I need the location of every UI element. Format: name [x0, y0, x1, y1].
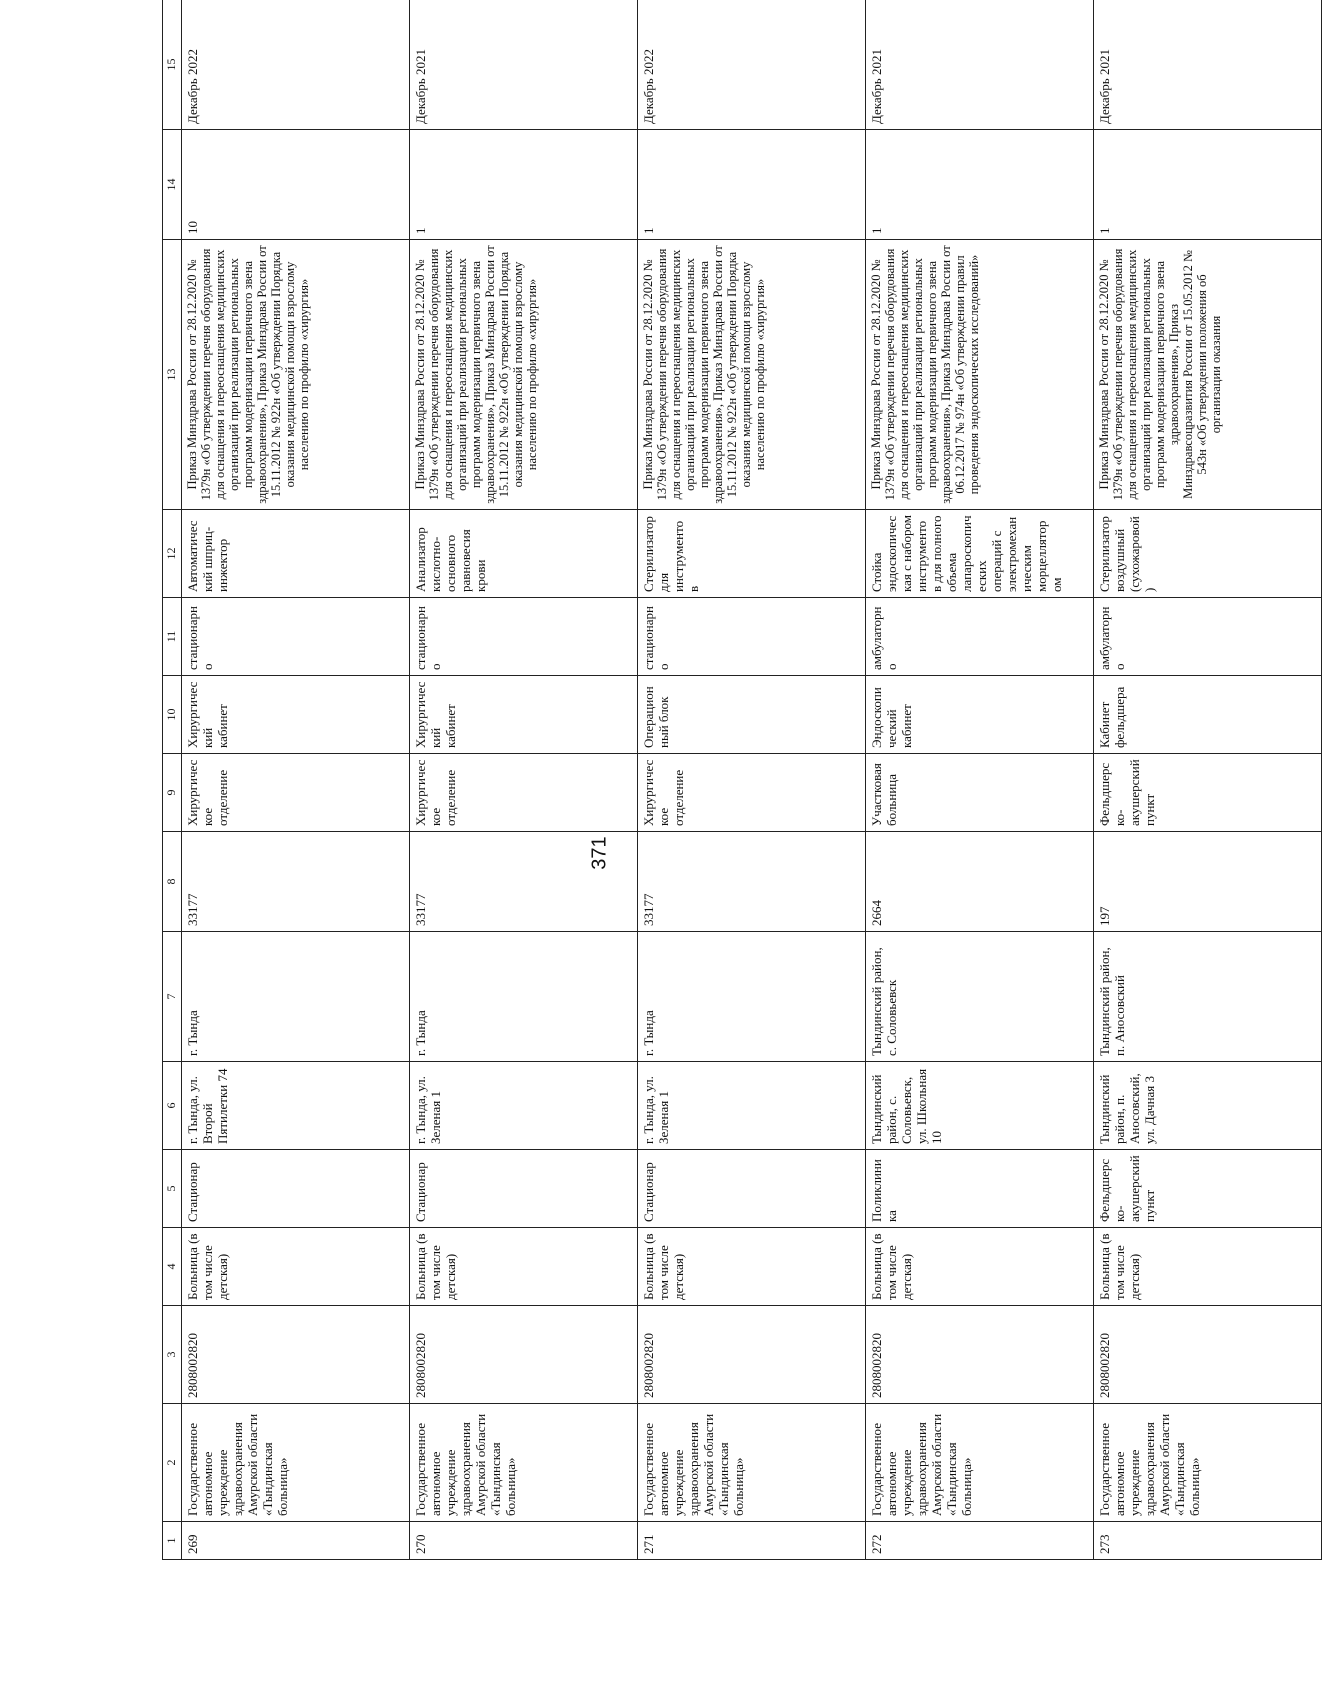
- column-number-row: [163, 0, 182, 1560]
- column-number-header: 1: [163, 1522, 182, 1560]
- column-number-header: 10: [163, 676, 182, 754]
- table-cell-col-1: 272: [866, 1522, 1094, 1560]
- table-cell-col-14: 1: [410, 130, 638, 240]
- column-number-header: 4: [163, 1228, 182, 1306]
- table-cell-col-8: 33177: [182, 832, 410, 932]
- page-number: 371: [588, 836, 611, 870]
- table-row: [410, 0, 638, 1560]
- table-cell-col-8: 197: [1094, 832, 1322, 932]
- table-cell-col-5: Стационар: [638, 1150, 866, 1228]
- column-number-header: 12: [163, 510, 182, 598]
- table-cell-col-8: 2664: [866, 832, 1094, 932]
- column-number-header: 5: [163, 1150, 182, 1228]
- table-cell-col-12: Анализатор кислотно-основного равновесия крови: [410, 510, 638, 598]
- table-cell-col-9: Хирургическое отделение: [410, 754, 638, 832]
- table-cell-col-3: 2808002820: [1094, 1306, 1322, 1404]
- table-cell-col-10: Эндоскопический кабинет: [866, 676, 1094, 754]
- table-cell-col-6: Тындинский район, с. Соловьевск, ул. Школьная 10: [866, 1062, 1094, 1150]
- table-cell-col-14: 10: [182, 130, 410, 240]
- table-cell-col-4: Больница (в том числе детская): [866, 1228, 1094, 1306]
- table-cell-col-4: Больница (в том числе детская): [410, 1228, 638, 1306]
- table-row: [1094, 0, 1322, 1560]
- table-cell-col-10: Хирургический кабинет: [182, 676, 410, 754]
- table-cell-col-3: 2808002820: [410, 1306, 638, 1404]
- table-cell-col-7: г. Тында: [410, 932, 638, 1062]
- table-body: [182, 0, 1322, 1560]
- table-cell-col-12: Стерилизатор для инструментов: [638, 510, 866, 598]
- table-cell-col-13: Приказ Минздрава России от 28.12.2020 № 1379н «Об утверждении перечня оборудования для оснащения и переоснащения медицинских организаций при реализации региональных программ модернизации первичного звена здравоохранения», Приказ Минздравсоцразвития России от 15.05.2012 № 543н «Об утверждении положения об организации оказания: [1094, 240, 1322, 510]
- table-cell-col-1: 270: [410, 1522, 638, 1560]
- table-cell-col-6: г. Тында, ул. Зеленая 1: [410, 1062, 638, 1150]
- table-cell-col-11: стационарно: [410, 598, 638, 676]
- table-cell-col-5: Фельдшерско-акушерский пункт: [1094, 1150, 1322, 1228]
- column-number-header: 11: [163, 598, 182, 676]
- table-cell-col-2: Государственное автономное учреждение здравоохранения Амурской области «Тындинская больница»: [638, 1404, 866, 1522]
- table-cell-col-7: Тындинский район, с. Соловьевск: [866, 932, 1094, 1062]
- column-number-header: 8: [163, 832, 182, 932]
- table-cell-col-2: Государственное автономное учреждение здравоохранения Амурской области «Тындинская больница»: [182, 1404, 410, 1522]
- equipment-table: [162, 0, 1322, 1560]
- table-cell-col-9: Участковая больница: [866, 754, 1094, 832]
- table-cell-col-7: Тындинский район, п. Аносовский: [1094, 932, 1322, 1062]
- table-row: [638, 0, 866, 1560]
- table-cell-col-13: Приказ Минздрава России от 28.12.2020 № 1379н «Об утверждении перечня оборудования для оснащения и переоснащения медицинских организаций при реализации региональных программ модернизации первичного звена здравоохранения», Приказ Минздрава России от 06.12.2017 № 974н «Об утверждении правил проведения эндоскопических исследований»: [866, 240, 1094, 510]
- column-number-header: 14: [163, 130, 182, 240]
- table-row: [182, 0, 410, 1560]
- table-cell-col-1: 269: [182, 1522, 410, 1560]
- column-number-header: 2: [163, 1404, 182, 1522]
- table-cell-col-13: Приказ Минздрава России от 28.12.2020 № 1379н «Об утверждении перечня оборудования для оснащения и переоснащения медицинских организаций при реализации региональных программ модернизации первичного звена здравоохранения», Приказ Минздрава России от 15.11.2012 № 922н «Об утверждении Порядка оказания медицинской помощи взрослому населению по профилю «хирургия»: [182, 240, 410, 510]
- table-cell-col-11: стационарно: [182, 598, 410, 676]
- table-cell-col-12: Автоматический шприц-инжектор: [182, 510, 410, 598]
- document-sheet: [162, 0, 1322, 1560]
- table-cell-col-9: Хирургическое отделение: [638, 754, 866, 832]
- table-cell-col-15: Декабрь 2022: [182, 0, 410, 130]
- table-cell-col-3: 2808002820: [866, 1306, 1094, 1404]
- table-cell-col-2: Государственное автономное учреждение здравоохранения Амурской области «Тындинская больница»: [1094, 1404, 1322, 1522]
- column-number-header: 15: [163, 0, 182, 130]
- table-cell-col-7: г. Тында: [638, 932, 866, 1062]
- table-cell-col-10: Кабинет фельдшера: [1094, 676, 1322, 754]
- table-cell-col-7: г. Тында: [182, 932, 410, 1062]
- table-cell-col-3: 2808002820: [182, 1306, 410, 1404]
- column-number-header: 6: [163, 1062, 182, 1150]
- table-cell-col-12: Стойка эндоскопическая с набором инструментов для полного объема лапароскопических операций с электромеханическим морцеллятором: [866, 510, 1094, 598]
- table-row: [866, 0, 1094, 1560]
- table-cell-col-3: 2808002820: [638, 1306, 866, 1404]
- table-cell-col-4: Больница (в том числе детская): [638, 1228, 866, 1306]
- table-cell-col-2: Государственное автономное учреждение здравоохранения Амурской области «Тындинская больница»: [866, 1404, 1094, 1522]
- table-cell-col-8: 33177: [638, 832, 866, 932]
- table-cell-col-14: 1: [1094, 130, 1322, 240]
- table-cell-col-14: 1: [866, 130, 1094, 240]
- column-number-header: 3: [163, 1306, 182, 1404]
- table-cell-col-13: Приказ Минздрава России от 28.12.2020 № 1379н «Об утверждении перечня оборудования для оснащения и переоснащения медицинских организаций при реализации региональных программ модернизации первичного звена здравоохранения», Приказ Минздрава России от 15.11.2012 № 922н «Об утверждении Порядка оказания медицинской помощи взрослому населению по профилю «хирургия»: [410, 240, 638, 510]
- table-cell-col-11: амбулаторно: [866, 598, 1094, 676]
- table-cell-col-15: Декабрь 2021: [866, 0, 1094, 130]
- table-cell-col-6: г. Тында, ул. Зеленая 1: [638, 1062, 866, 1150]
- table-cell-col-2: Государственное автономное учреждение здравоохранения Амурской области «Тындинская больница»: [410, 1404, 638, 1522]
- table-cell-col-1: 271: [638, 1522, 866, 1560]
- table-cell-col-9: Хирургическое отделение: [182, 754, 410, 832]
- table-cell-col-11: стационарно: [638, 598, 866, 676]
- table-cell-col-15: Декабрь 2022: [638, 0, 866, 130]
- table-cell-col-5: Стационар: [182, 1150, 410, 1228]
- table-cell-col-4: Больница (в том числе детская): [182, 1228, 410, 1306]
- table-cell-col-8: 33177: [410, 832, 638, 932]
- table-cell-col-15: Декабрь 2021: [410, 0, 638, 130]
- table-cell-col-14: 1: [638, 130, 866, 240]
- table-cell-col-10: Операционный блок: [638, 676, 866, 754]
- table-cell-col-6: Тындинский район, п. Аносовский, ул. Дачная 3: [1094, 1062, 1322, 1150]
- table-cell-col-5: Поликлиника: [866, 1150, 1094, 1228]
- table-cell-col-6: г. Тында, ул. Второй Пятилетки 74: [182, 1062, 410, 1150]
- table-cell-col-10: Хирургический кабинет: [410, 676, 638, 754]
- table-cell-col-12: Стерилизатор воздушный (сухожаровой): [1094, 510, 1322, 598]
- column-number-header: 9: [163, 754, 182, 832]
- table-cell-col-9: Фельдшерско-акушерский пункт: [1094, 754, 1322, 832]
- table-cell-col-15: Декабрь 2021: [1094, 0, 1322, 130]
- table-cell-col-13: Приказ Минздрава России от 28.12.2020 № 1379н «Об утверждении перечня оборудования для оснащения и переоснащения медицинских организаций при реализации региональных программ модернизации первичного звена здравоохранения», Приказ Минздрава России от 15.11.2012 № 922н «Об утверждении Порядка оказания медицинской помощи взрослому населению по профилю «хирургия»: [638, 240, 866, 510]
- table-cell-col-11: амбулаторно: [1094, 598, 1322, 676]
- table-cell-col-1: 273: [1094, 1522, 1322, 1560]
- column-number-header: 7: [163, 932, 182, 1062]
- table-cell-col-4: Больница (в том числе детская): [1094, 1228, 1322, 1306]
- table-cell-col-5: Стационар: [410, 1150, 638, 1228]
- column-number-header: 13: [163, 240, 182, 510]
